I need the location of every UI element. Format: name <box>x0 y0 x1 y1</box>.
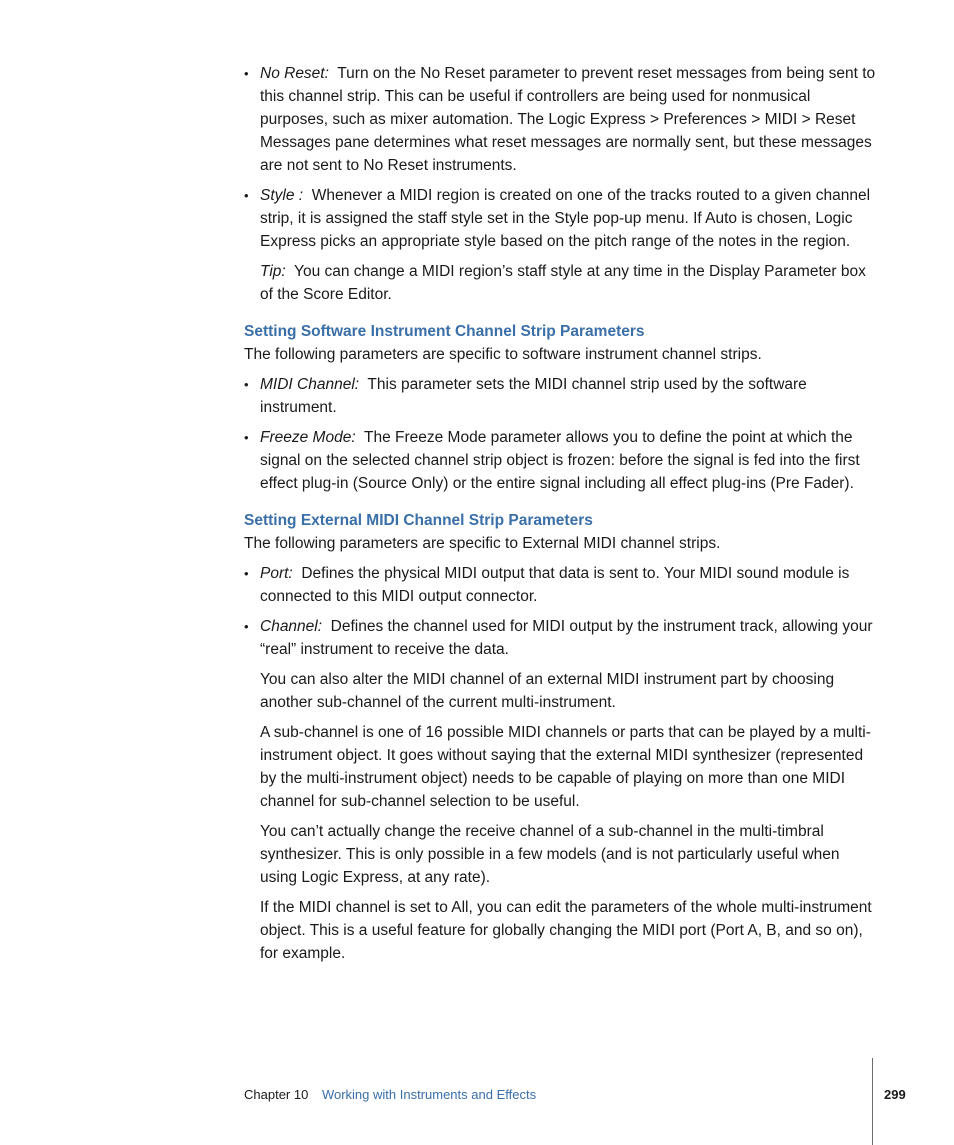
item-text: This parameter sets the MIDI channel strip used by the software instrument. <box>260 376 807 416</box>
bullet-icon: • <box>244 66 249 81</box>
tip-paragraph <box>244 260 876 306</box>
list-item-channel <box>244 615 876 661</box>
term-label: Channel: <box>260 618 323 635</box>
term-label: Style : <box>260 187 304 204</box>
list-item-midi-channel <box>244 373 876 419</box>
tip-label: Tip: <box>260 263 286 280</box>
body-paragraph: If the MIDI channel is set to All, you can edit the parameters of the whole multi-instrument object. This is a useful feature for globally changing the MIDI port (Port A, B, and so on), for example. <box>260 899 872 962</box>
item-text: Defines the physical MIDI output that data is sent to. Your MIDI sound module is connected to this MIDI output connector. <box>260 565 850 605</box>
list-item-no-reset <box>244 62 876 177</box>
term-label: Freeze Mode: <box>260 429 356 446</box>
list-item-port <box>244 562 876 608</box>
list-item-freeze-mode <box>244 426 876 495</box>
section-intro: The following parameters are specific to External MIDI channel strips. <box>244 535 721 552</box>
term-label: MIDI Channel: <box>260 376 360 393</box>
bullet-icon: • <box>244 188 249 203</box>
bullet-icon: • <box>244 430 249 445</box>
item-text: Defines the channel used for MIDI output by the instrument track, allowing your “real” instrument to receive the data. <box>260 618 873 658</box>
list-item-style <box>244 184 876 253</box>
page-footer <box>244 1085 536 1105</box>
page-content <box>244 62 876 972</box>
section-heading-external-midi: Setting External MIDI Channel Strip Parameters <box>244 512 593 529</box>
chapter-title-link[interactable]: Working with Instruments and Effects <box>321 1087 537 1102</box>
term-label: No Reset: <box>260 65 329 82</box>
bullet-icon: • <box>244 619 249 634</box>
bullet-icon: • <box>244 377 249 392</box>
page-number: 299 <box>884 1087 906 1102</box>
body-paragraph: A sub-channel is one of 16 possible MIDI channels or parts that can be played by a multi-instrument object. It goes without saying that the external MIDI synthesizer (represented by the multi-instrument object) needs to be capable of playing on more than one MIDI channel for sub-channel selection to be useful. <box>260 724 871 810</box>
item-text: Turn on the No Reset parameter to prevent reset messages from being sent to this channel strip. This can be useful if controllers are being used for nonmusical purposes, such as mixer automation. The Logic Express > Preferences > MIDI > Reset Messages pane determines what reset messages are normally sent, but these messages are not sent to No Reset instruments. <box>260 65 876 174</box>
body-paragraph: You can also alter the MIDI channel of an external MIDI instrument part by choosing another sub-channel of the current multi-instrument. <box>260 671 835 711</box>
footer-divider <box>872 1058 873 1145</box>
item-text: Whenever a MIDI region is created on one of the tracks routed to a given channel strip, it is assigned the staff style set in the Style pop-up menu. If Auto is chosen, Logic Express picks an appropriate style based on the pitch range of the notes in the region. <box>260 187 871 250</box>
section-heading-software-instrument: Setting Software Instrument Channel Strip Parameters <box>244 323 645 340</box>
chapter-label: Chapter 10 <box>244 1087 309 1102</box>
item-text: The Freeze Mode parameter allows you to define the point at which the signal on the selected channel strip object is frozen: before the signal is fed into the first effect plug-in (Source Only) or the entire signal including all effect plug-ins (Pre Fader). <box>260 429 860 492</box>
bullet-icon: • <box>244 566 249 581</box>
section-intro: The following parameters are specific to software instrument channel strips. <box>244 346 762 363</box>
tip-text: You can change a MIDI region’s staff style at any time in the Display Parameter box of the Score Editor. <box>260 263 866 303</box>
term-label: Port: <box>260 565 293 582</box>
body-paragraph: You can’t actually change the receive channel of a sub-channel in the multi-timbral synthesizer. This is only possible in a few models (and is not particularly useful when using Logic Express, at any rate). <box>260 823 840 886</box>
